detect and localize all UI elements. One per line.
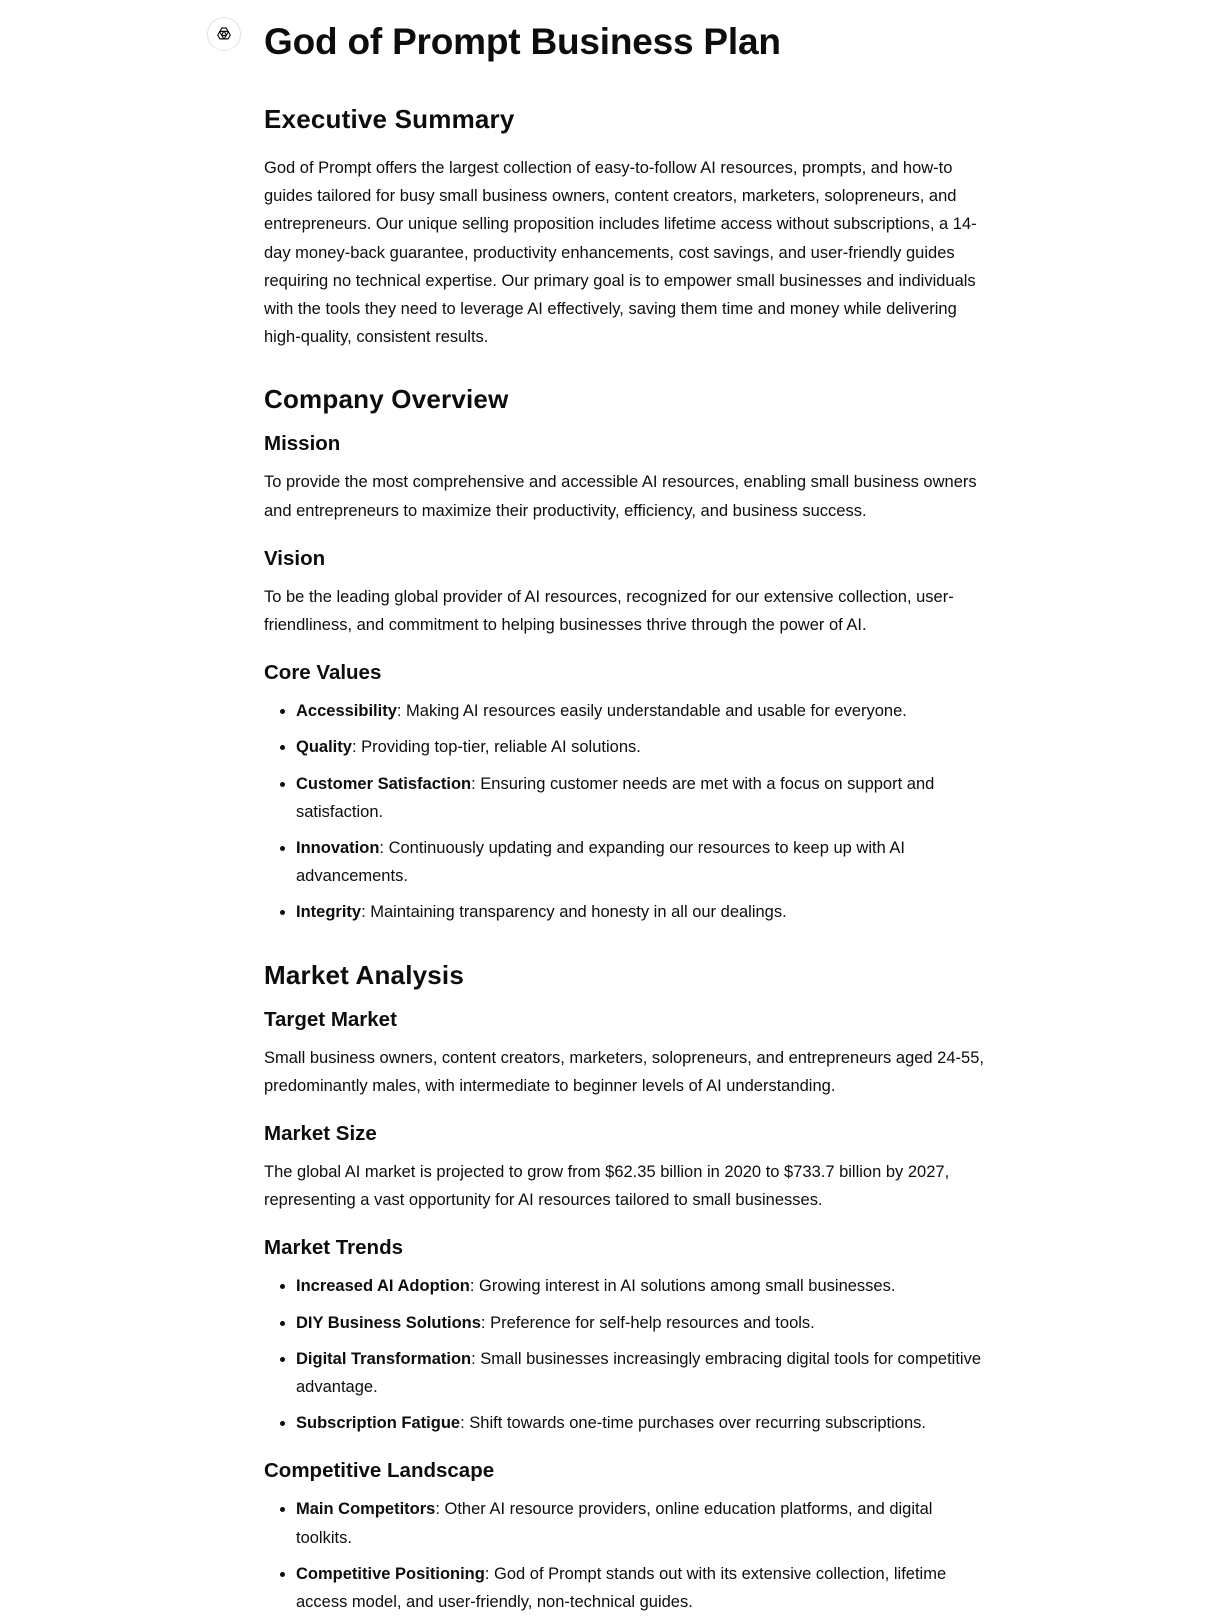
list-item-text: : Other AI resource providers, online education platforms, and digital toolkits. — [296, 1500, 933, 1547]
subheading-market-trends: Market Trends — [264, 1236, 403, 1260]
list-item — [296, 770, 984, 826]
list-item-text: : Small businesses increasingly embracing digital tools for competitive advantage. — [296, 1349, 982, 1397]
list-item — [296, 834, 984, 890]
subheading-market-size: Market Size — [264, 1122, 377, 1146]
assistant-logo-icon — [214, 24, 234, 44]
mission-body: To provide the most comprehensive and accessible AI resources, enabling small business owners and entrepreneurs to maximize their productivity, efficiency, and business success. — [264, 473, 977, 520]
list-item — [296, 1345, 984, 1401]
list-item-text: : Continuously updating and expanding our resources to keep up with AI advancements. — [296, 839, 906, 886]
list-item — [296, 1272, 984, 1300]
competitive-landscape-list — [264, 1495, 984, 1616]
list-item-term: DIY Business Solutions — [296, 1313, 481, 1332]
list-item-text: : Shift towards one-time purchases over recurring subscriptions. — [460, 1414, 926, 1433]
list-item-text: : Providing top-tier, reliable AI solutions. — [351, 738, 641, 757]
list-item-term: Integrity — [296, 903, 362, 922]
subheading-competitive-landscape: Competitive Landscape — [264, 1459, 495, 1483]
list-item-text: : Maintaining transparency and honesty in all our dealings. — [361, 903, 787, 922]
list-item-term: Digital Transformation — [296, 1349, 472, 1368]
subheading-vision: Vision — [264, 546, 326, 570]
vision-body: To be the leading global provider of AI resources, recognized for our extensive collection, user-friendliness, and commitment to helping businesses thrive through the power of AI. — [264, 587, 954, 635]
list-item-text: : Making AI resources easily understandable and usable for everyone. — [396, 702, 907, 721]
list-item-term: Increased AI Adoption — [296, 1277, 470, 1296]
executive-summary-body: God of Prompt offers the largest collection of easy-to-follow AI resources, prompts, and how-to guides tailored for busy small business owners, content creators, marketers, solopreneurs, and entrepreneurs. Our unique selling proposition includes lifetime access without subscriptions, a 14-day money-back guarantee, productivity enhancements, cost savings, and user-friendly guides requiring no technical expertise. Our primary goal is to empower small businesses and individuals with the tools they need to leverage AI effectively, saving them time and money while delivering high-quality, consistent results. — [264, 159, 977, 347]
list-item — [296, 1560, 984, 1616]
section-heading-company-overview: Company Overview — [264, 384, 509, 415]
list-item — [296, 1495, 984, 1551]
list-item-text: : Growing interest in AI solutions among small businesses. — [469, 1277, 896, 1296]
list-item-term: Accessibility — [296, 702, 397, 721]
list-item-term: Subscription Fatigue — [296, 1414, 461, 1433]
page-title: God of Prompt Business Plan — [264, 21, 781, 62]
list-item-term: Customer Satisfaction — [296, 774, 472, 793]
list-item-term: Main Competitors — [296, 1500, 436, 1519]
section-heading-market-analysis: Market Analysis — [264, 959, 465, 990]
list-item-term: Innovation — [296, 839, 380, 858]
market-size-body: The global AI market is projected to grow from $62.35 billion in 2020 to $733.7 billion by 2027, representing a vast opportunity for AI resources tailored to small businesses. — [264, 1163, 950, 1210]
list-item-term: Quality — [296, 738, 352, 757]
target-market-body: Small business owners, content creators, marketers, solopreneurs, and entrepreneurs aged 24-55, predominantly males, with intermediate to beginner levels of AI understanding. — [264, 1048, 984, 1095]
subheading-target-market: Target Market — [264, 1007, 397, 1031]
section-heading-executive-summary: Executive Summary — [264, 104, 515, 134]
market-trends-list — [264, 1272, 984, 1437]
list-item — [296, 898, 984, 926]
assistant-avatar — [207, 17, 241, 51]
list-item-term: Competitive Positioning — [296, 1564, 485, 1583]
subheading-core-values: Core Values — [264, 661, 382, 685]
list-item — [296, 1309, 984, 1337]
list-item-text: : Ensuring customer needs are met with a focus on support and satisfaction. — [296, 774, 935, 821]
list-item — [296, 697, 984, 725]
list-item-text: : God of Prompt stands out with its extensive collection, lifetime access model, and user-friendly, non-technical guides. — [296, 1564, 947, 1612]
document-content — [264, 14, 984, 1616]
subheading-mission: Mission — [264, 432, 341, 456]
list-item-text: : Preference for self-help resources and tools. — [480, 1313, 815, 1332]
list-item — [296, 1409, 984, 1437]
core-values-list — [264, 697, 984, 926]
list-item — [296, 733, 984, 761]
